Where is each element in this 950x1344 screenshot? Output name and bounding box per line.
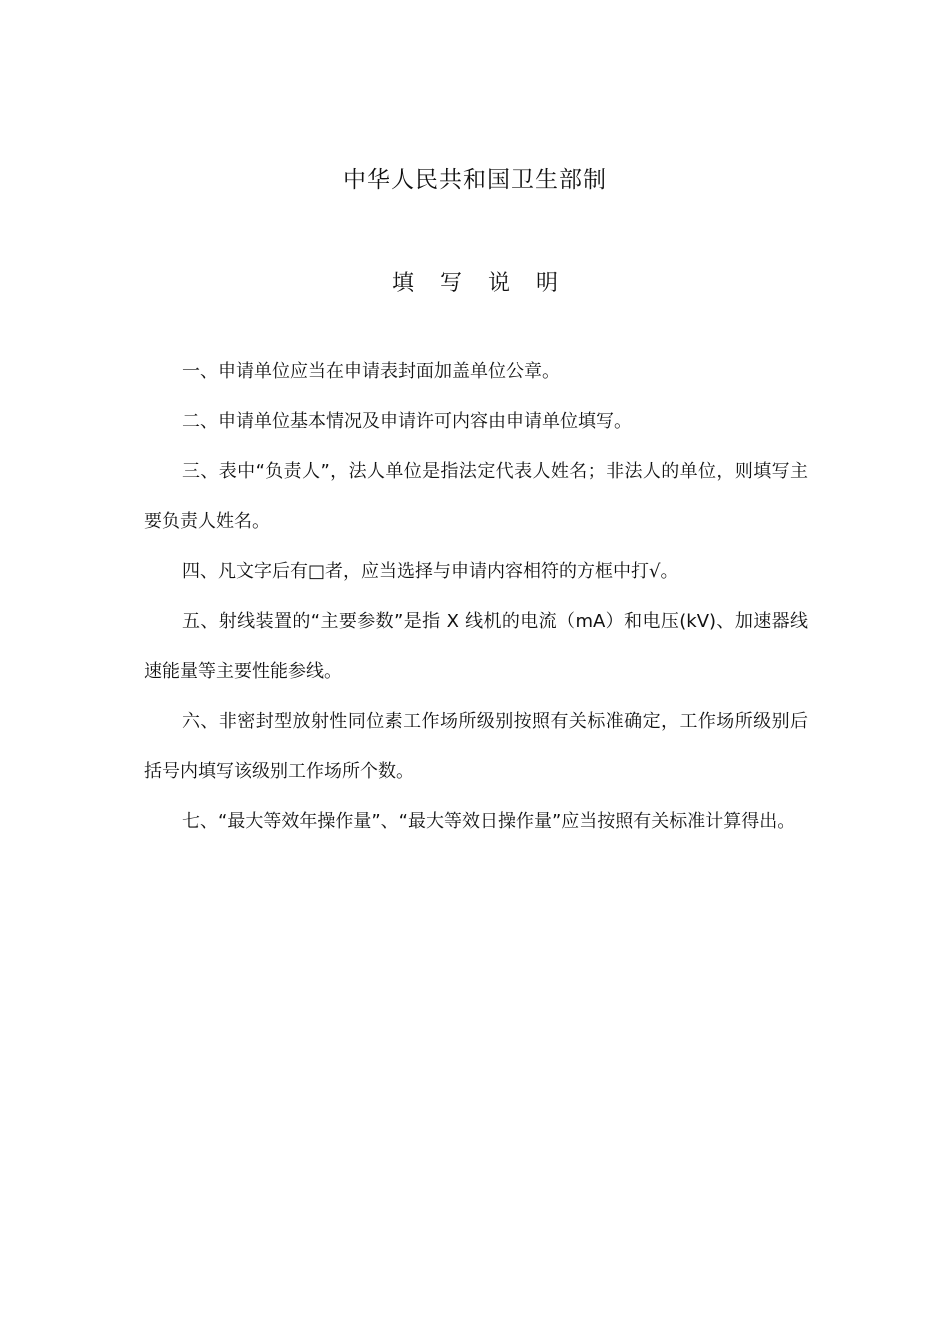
instruction-item-3: 三、表中“负责人”，法人单位是指法定代表人姓名；非法人的单位，则填写主要负责人姓名。 (144, 461, 808, 532)
instructions-body (144, 347, 808, 847)
instruction-item-7: 七、“最大等效年操作量”、“最大等效日操作量”应当按照有关标准计算得出。 (182, 811, 796, 832)
instruction-item-2: 二、申请单位基本情况及申请许可内容由申请单位填写。 (182, 411, 632, 432)
instruction-item-6: 六、非密封型放射性同位素工作场所级别按照有关标准确定，工作场所级别后括号内填写该级别工作场所个数。 (144, 711, 808, 782)
section-heading: 填写说明 (391, 271, 584, 296)
instruction-item-4: 四、凡文字后有□者，应当选择与申请内容相符的方框中打√。 (182, 561, 679, 582)
instruction-item-5: 五、射线装置的“主要参数”是指 X 线机的电流（mA）和电压(kV)、加速器线速能量等主要性能参线。 (144, 611, 808, 682)
issuer-line: 中华人民共和国卫生部制 (343, 167, 607, 193)
instruction-item-1: 一、申请单位应当在申请表封面加盖单位公章。 (182, 361, 560, 382)
